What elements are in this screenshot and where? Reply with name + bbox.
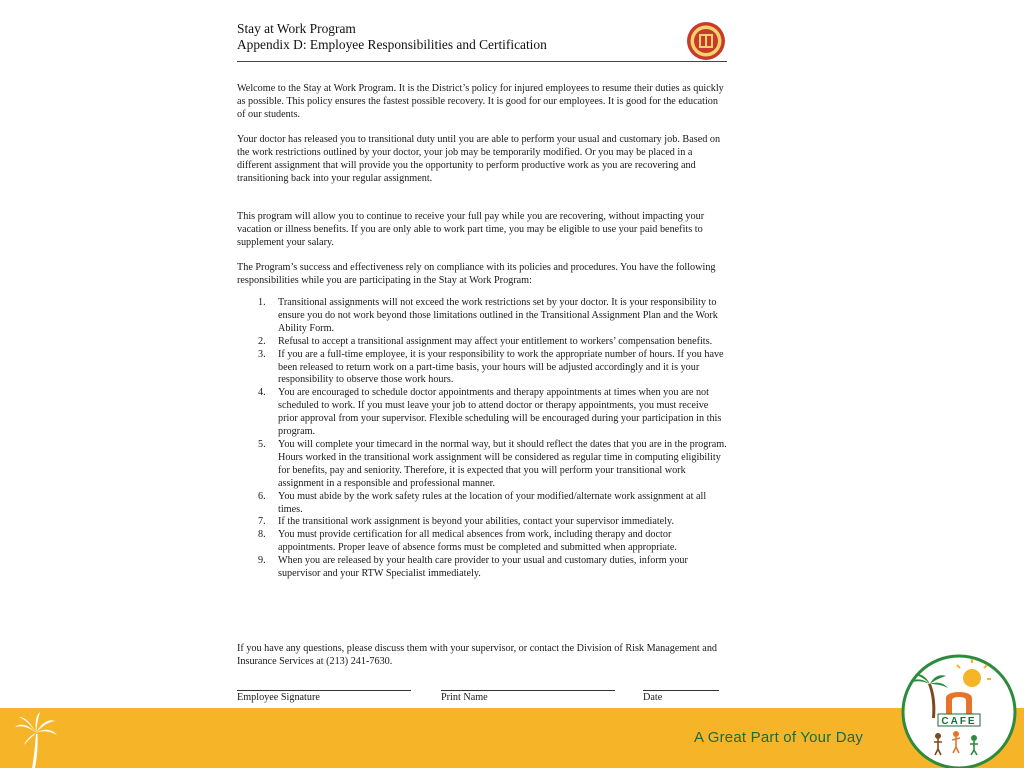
- document-title: Stay at Work Program: [237, 21, 356, 36]
- list-item: 4. You are encouraged to schedule doctor appointments and therapy appointments at times when you are not scheduled to work. If you must leave your job to attend doctor or therapy appointments, you must receive prior approval from your supervisor. Flexible scheduling will be encouraged during your participation in this program.: [258, 387, 722, 438]
- list-item: 8. You must provide certification for all medical absences from work, including therapy and doctor appointments. Proper leave of absence forms must be completed and submitted when appropriate.: [258, 529, 677, 554]
- responsibilities-intro: The Program’s success and effectiveness rely on compliance with its policies and procedures. You have the following responsibilities while you are participating in the Stay at Work Program:: [237, 262, 716, 286]
- list-item: 6. You must abide by the work safety rules at the location of your modified/alternate work assignment at all times.: [258, 490, 707, 515]
- cafe-logo-text: CAFE: [941, 716, 977, 727]
- document-subtitle: Appendix D: Employee Responsibilities and Certification: [237, 37, 547, 52]
- date-line[interactable]: [643, 690, 719, 691]
- list-item: 7. If the transitional work assignment is beyond your abilities, contact your supervisor immediately.: [258, 516, 674, 528]
- district-seal-icon: [686, 21, 726, 61]
- employee-signature-line[interactable]: [237, 690, 411, 691]
- list-item: 9. When you are released by your health care provider to your usual and customary duties, inform your supervisor and your RTW Specialist immediately.: [258, 555, 688, 580]
- transitional-duty-paragraph: Your doctor has released you to transitional duty until you are able to perform your usual and customary job. Based on the work restrictions outlined by your doctor, your job may be temporarily modified. Or you may be placed in a different assignment that will provide you the opportunity to perform productive work as you are recovering and transitioning back into your regular assignment.: [237, 134, 721, 184]
- palm-tree-icon: [14, 712, 58, 768]
- footer-tagline: A Great Part of Your Day: [694, 729, 864, 746]
- list-item: 5. You will complete your timecard in the normal way, but it should reflect the dates that you are in the program. Hours worked in the transitional work assignment will be considered as regular time in computing eligibility for benefits, pay and seniority. Therefore, it is expected that you will perform your transitional work assignment in a responsible and professional manner.: [258, 438, 727, 489]
- print-name-line[interactable]: [441, 690, 615, 691]
- list-item: 1. Transitional assignments will not exceed the work restrictions set by your doctor. It is your responsibility to ensure you do not work beyond those limitations outlined in the Transitional Assignment Plan and the Work Ability Form.: [258, 297, 718, 334]
- pay-paragraph: This program will allow you to continue to receive your full pay while you are recovering, without impacting your vacation or illness benefits. If you are only able to work part time, you may be eligible to use your paid benefits to supplement your salary.: [237, 211, 705, 248]
- footer-bar: [0, 708, 1024, 768]
- document-page: [237, 18, 727, 703]
- contact-paragraph: If you have any questions, please discuss them with your supervisor, or contact the Division of Risk Management and Insurance Services at (213) 241-7630.: [237, 643, 718, 667]
- employee-signature-label: Employee Signature: [237, 692, 320, 703]
- list-item: 2. Refusal to accept a transitional assignment may affect your entitlement to workers’ compensation benefits.: [258, 335, 713, 347]
- cafe-logo-icon: [898, 650, 1020, 768]
- responsibilities-list: [237, 297, 727, 581]
- document-header: [237, 21, 727, 62]
- date-label: Date: [643, 692, 663, 703]
- print-name-label: Print Name: [441, 692, 488, 703]
- list-item: 3. If you are a full-time employee, it is your responsibility to work the appropriate number of hours. If you have been released to return work on a part-time basis, your hours will be adjusted accordingly and it is your responsibility to observe those work hours.: [258, 348, 724, 386]
- intro-paragraph: Welcome to the Stay at Work Program. It is the District’s policy for injured employees to resume their duties as quickly as possible. This policy ensures the fastest possible recovery. It is good for our employees. It is good for the education of our students.: [237, 83, 724, 120]
- signature-row: [237, 690, 727, 710]
